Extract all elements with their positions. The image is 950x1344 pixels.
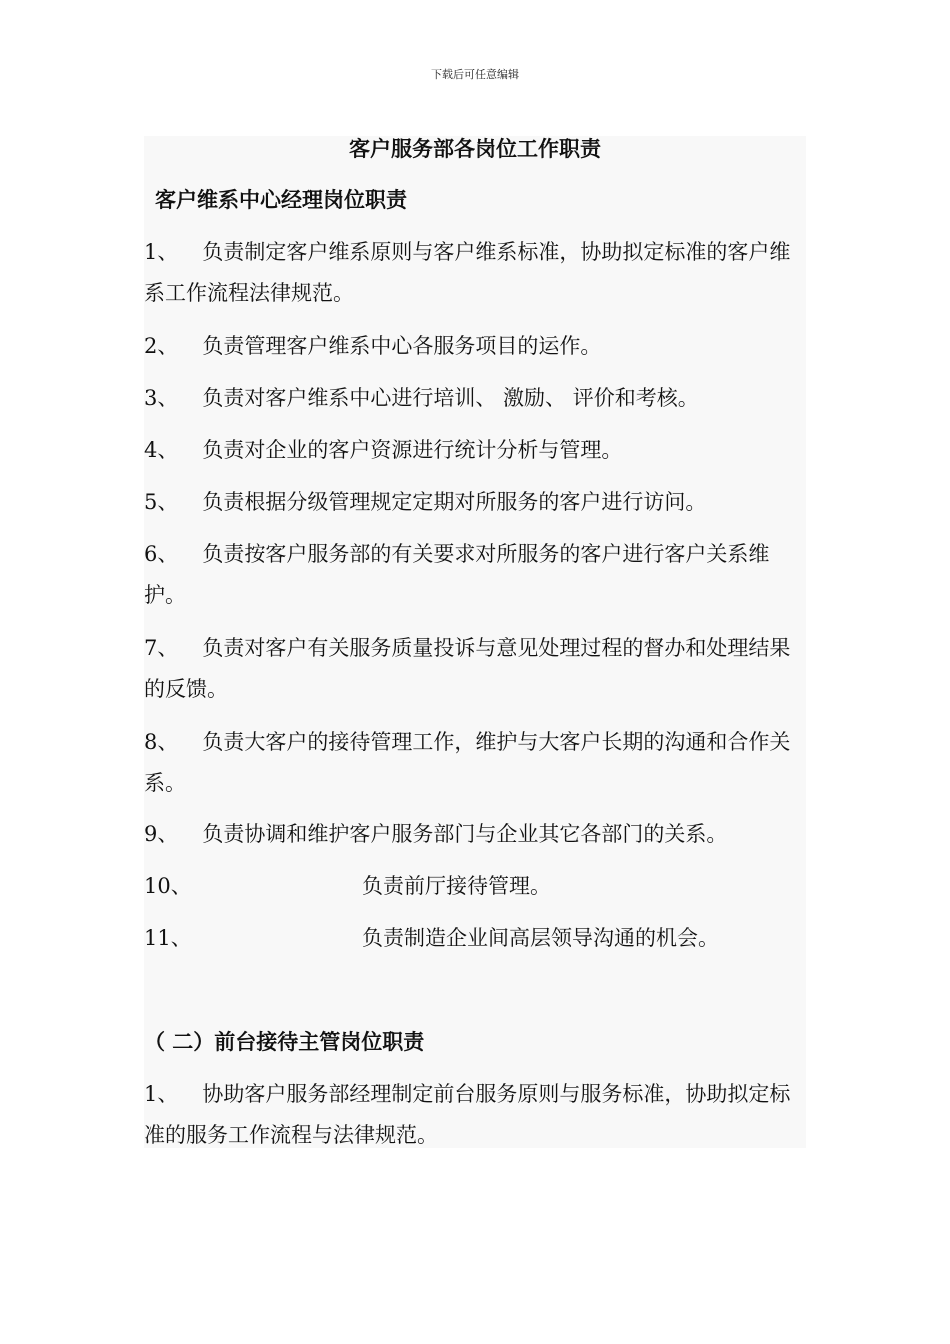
list-item xyxy=(144,918,806,959)
header-note: 下载后可任意编辑 xyxy=(431,68,519,81)
item-text: 协助客户服务部经理制定前台服务原则与服务标准，协助拟定标准的服务工作流程与法律规范。 xyxy=(144,1082,791,1147)
item-number: 11、 xyxy=(144,926,192,950)
item-text: 负责制定客户维系原则与客户维系标准，协助拟定标准的客户维系工作流程法律规范。 xyxy=(144,240,791,305)
item-number: 3、 xyxy=(144,386,179,410)
item-number: 6、 xyxy=(144,542,179,566)
item-text: 负责大客户的接待管理工作，维护与大客户长期的沟通和合作关系。 xyxy=(144,730,791,795)
item-number: 4、 xyxy=(144,438,179,462)
section-heading: （ 二）前台接待主管岗位职责 xyxy=(144,1030,425,1054)
item-text: 负责根据分级管理规定定期对所服务的客户进行访问。 xyxy=(202,490,707,514)
item-number: 8、 xyxy=(144,730,179,754)
item-number: 1、 xyxy=(144,1082,179,1106)
list-item xyxy=(144,430,806,471)
document-title: 客户服务部各岗位工作职责 xyxy=(349,137,601,161)
item-text: 负责对客户有关服务质量投诉与意见处理过程的督办和处理结果的反馈。 xyxy=(144,636,791,701)
section-heading: 客户维系中心经理岗位职责 xyxy=(155,188,407,212)
item-text: 负责对客户维系中心进行培训、 激励、 评价和考核。 xyxy=(202,386,699,410)
list-item xyxy=(144,378,806,419)
list-item xyxy=(144,866,806,907)
item-text: 负责制造企业间高层领导沟通的机会。 xyxy=(362,926,719,950)
list-item xyxy=(144,482,806,523)
item-number: 7、 xyxy=(144,636,179,660)
item-text: 负责管理客户维系中心各服务项目的运作。 xyxy=(202,334,602,358)
list-item xyxy=(144,722,806,804)
item-number: 5、 xyxy=(144,490,179,514)
list-item xyxy=(144,814,806,855)
item-text: 负责前厅接待管理。 xyxy=(362,874,551,898)
document-body xyxy=(144,136,806,1148)
list-item xyxy=(144,326,806,367)
list-item xyxy=(144,534,806,616)
list-item xyxy=(144,628,806,710)
list-item xyxy=(144,232,806,314)
item-text: 负责按客户服务部的有关要求对所服务的客户进行客户关系维护。 xyxy=(144,542,770,607)
item-number: 10、 xyxy=(144,874,192,898)
item-number: 1、 xyxy=(144,240,179,264)
item-number: 9、 xyxy=(144,822,179,846)
item-text: 负责协调和维护客户服务部门与企业其它各部门的关系。 xyxy=(202,822,728,846)
list-item xyxy=(144,1074,806,1156)
item-text: 负责对企业的客户资源进行统计分析与管理。 xyxy=(202,438,623,462)
item-number: 2、 xyxy=(144,334,179,358)
